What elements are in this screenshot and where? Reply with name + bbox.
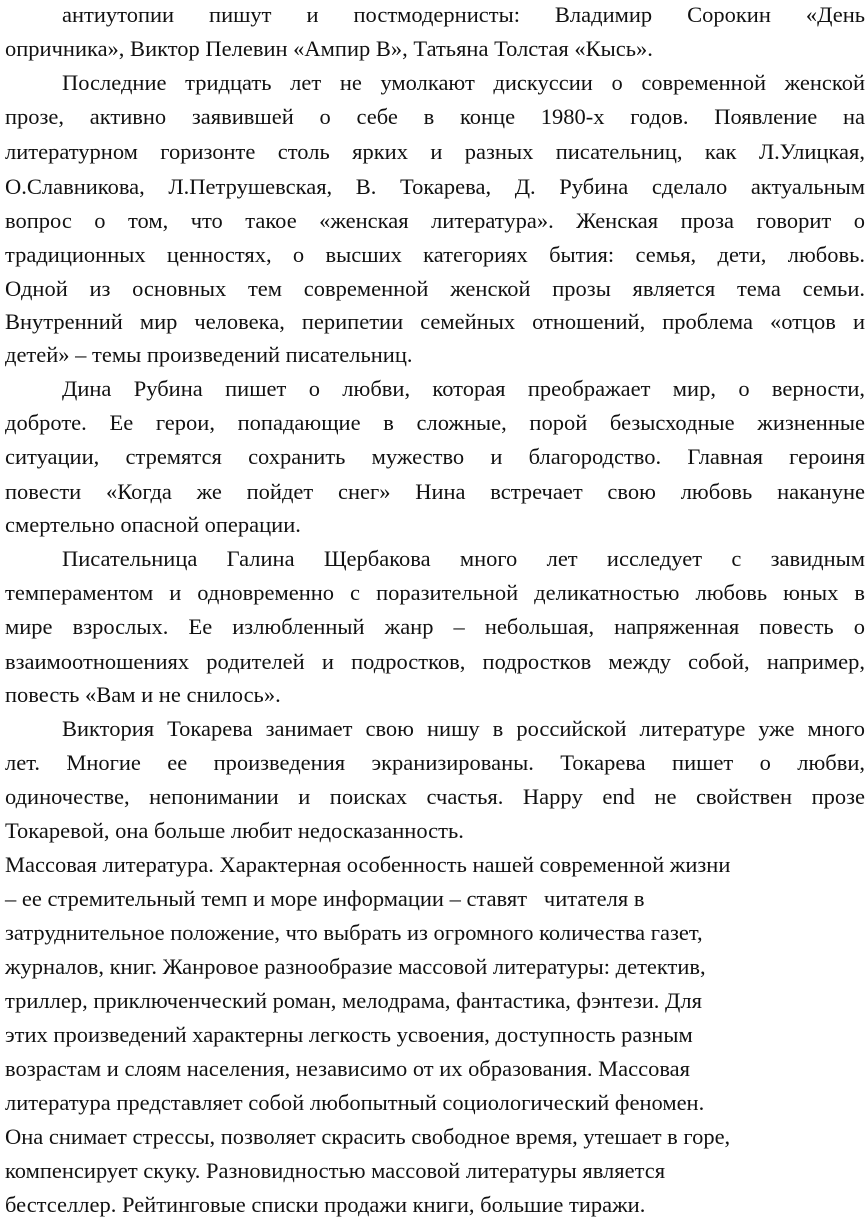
text-line: О.Славникова, Л.Петрушевская, В. Токарева, Д. Рубина сделало актуальным	[5, 174, 865, 199]
text-line: литературном горизонте столь ярких и разных писательниц, как Л.Улицкая,	[5, 139, 865, 164]
text-line: одиночестве, непонимании и поисках счастья. Happy end не свойствен прозе	[5, 784, 865, 809]
text-line: литература представляет собой любопытный социологический феномен.	[5, 1090, 705, 1115]
text-line: компенсирует скуку. Разновидностью массовой литературы является	[5, 1158, 666, 1183]
text-line: Токаревой, она больше любит недосказанность.	[5, 818, 464, 843]
paragraph-first-line: Последние тридцать лет не умолкают дискуссии о современной женской	[62, 70, 865, 95]
text-line: прозе, активно заявившей о себе в конце 1980-х годов. Появление на	[5, 104, 865, 129]
text-line: повести «Когда же пойдет снег» Нина встречает свою любовь накануне	[5, 479, 865, 504]
text-line: взаимоотношениях родителей и подростков, подростков между собой, например,	[5, 649, 865, 674]
text-line: лет. Многие ее произведения экранизированы. Токарева пишет о любви,	[5, 750, 865, 775]
text-line: Она снимает стрессы, позволяет скрасить свободное время, утешает в горе,	[5, 1124, 731, 1149]
text-line: Одной из основных тем современной женской прозы является тема семьи.	[5, 276, 865, 301]
text-line: ситуации, стремятся сохранить мужество и благородство. Главная героиня	[5, 444, 865, 469]
text-line: Внутренний мир человека, перипетии семейных отношений, проблема «отцов и	[5, 309, 865, 334]
text-line: повесть «Вам и не снилось».	[5, 682, 281, 707]
text-line: журналов, книг. Жанровое разнообразие массовой литературы: детектив,	[5, 954, 706, 979]
text-line: традиционных ценностях, о высших категориях бытия: семья, дети, любовь.	[5, 242, 865, 267]
text-line: вопрос о том, что такое «женская литература». Женская проза говорит о	[5, 208, 865, 233]
text-line: смертельно опасной операции.	[5, 512, 301, 537]
text-line: антиутопии пишут и постмодернисты: Владимир Сорокин «День	[62, 2, 865, 27]
section-line: Массовая литература. Характерная особенность нашей современной жизни	[5, 852, 731, 877]
paragraph-first-line: Виктория Токарева занимает свою нишу в российской литературе уже много	[62, 716, 865, 741]
text-line: возрастам и слоям населения, независимо от их образования. Массовая	[5, 1056, 690, 1081]
text-line: этих произведений характерны легкость усвоения, доступность разным	[5, 1022, 693, 1047]
text-line: мире взрослых. Ее излюбленный жанр – небольшая, напряженная повесть о	[5, 614, 865, 639]
text-line: бестселлер. Рейтинговые списки продажи книги, большие тиражи.	[5, 1192, 646, 1217]
text-line: опричника», Виктор Пелевин «Ампир В», Татьяна Толстая «Кысь».	[5, 36, 653, 61]
paragraph-first-line: Дина Рубина пишет о любви, которая преображает мир, о верности,	[62, 376, 865, 401]
text-line: – ее стремительный темп и море информации – ставят читателя в	[5, 886, 645, 911]
text-line: темпераментом и одновременно с поразительной деликатностью любовь юных в	[5, 580, 865, 605]
paragraph-first-line: Писательница Галина Щербакова много лет исследует с завидным	[62, 546, 865, 571]
text-line: триллер, приключенческий роман, мелодрама, фантастика, фэнтези. Для	[5, 988, 702, 1013]
text-line: доброте. Ее герои, попадающие в сложные, порой безысходные жизненные	[5, 410, 865, 435]
text-line: затруднительное положение, что выбрать из огромного количества газет,	[5, 920, 703, 945]
text-line: детей» – темы произведений писательниц.	[5, 342, 413, 367]
